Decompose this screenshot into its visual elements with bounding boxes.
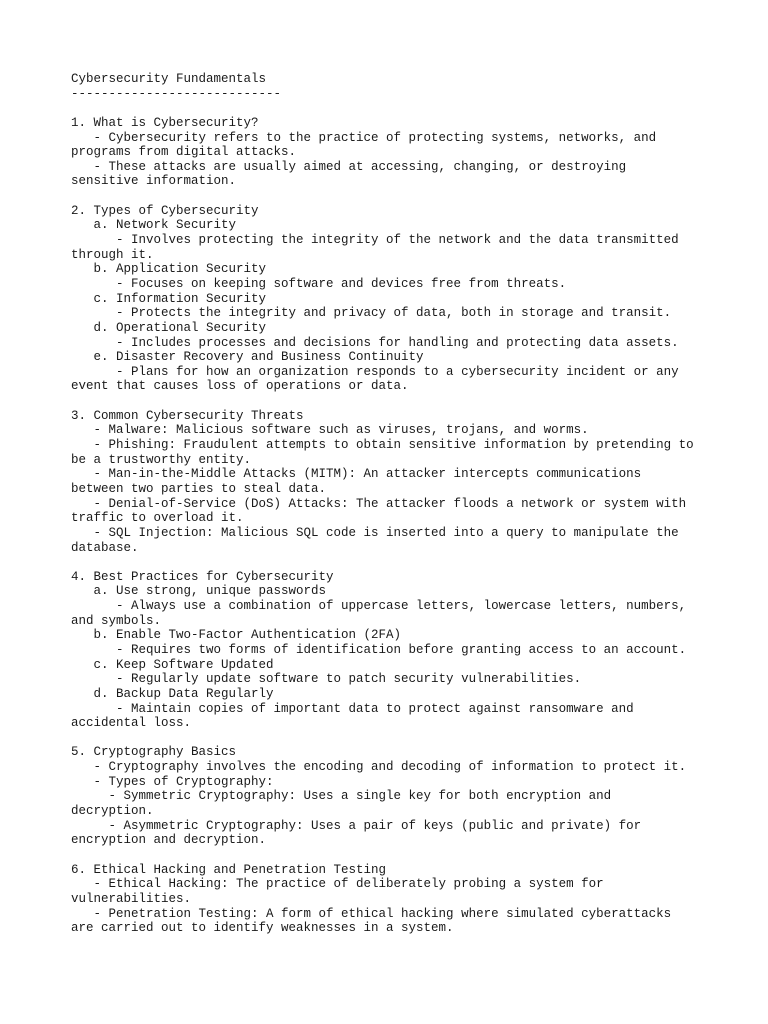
- section-line: - Involves protecting the integrity of the network and the data transmitted: [71, 233, 679, 248]
- section-line: c. Keep Software Updated: [71, 657, 274, 672]
- section-line: b. Application Security: [71, 262, 267, 277]
- section-line: - Always use a combination of uppercase letters, lowercase letters, numbers,: [71, 599, 687, 614]
- section-heading: 5. Cryptography Basics: [71, 745, 237, 760]
- section-line: - Asymmetric Cryptography: Uses a pair of keys (public and private) for: [71, 818, 642, 833]
- section-line: decryption.: [71, 804, 154, 819]
- section-line: be a trustworthy entity.: [71, 452, 252, 467]
- section-line: - Penetration Testing: A form of ethical hacking where simulated cyberattacks: [71, 906, 672, 921]
- sections: [71, 101, 694, 936]
- section: [71, 116, 694, 189]
- section-line: - Cybersecurity refers to the practice of protecting systems, networks, and: [71, 130, 657, 145]
- section-heading: 1. What is Cybersecurity?: [71, 115, 259, 130]
- section-line: - Ethical Hacking: The practice of deliberately probing a system for: [71, 877, 604, 892]
- blank-line: [71, 555, 694, 570]
- section-line: - These attacks are usually aimed at accessing, changing, or destroying: [71, 159, 627, 174]
- section-heading: 6. Ethical Hacking and Penetration Testing: [71, 862, 387, 877]
- section-line: - Regularly update software to patch security vulnerabilities.: [71, 672, 582, 687]
- section-line: event that causes loss of operations or data.: [71, 379, 409, 394]
- section-line: - SQL Injection: Malicious SQL code is inserted into a query to manipulate the: [71, 525, 679, 540]
- section-line: - Phishing: Fraudulent attempts to obtain sensitive information by pretending to: [71, 438, 694, 453]
- section-line: - Symmetric Cryptography: Uses a single key for both encryption and: [71, 789, 612, 804]
- section-line: - Types of Cryptography:: [71, 774, 274, 789]
- section-line: accidental loss.: [71, 716, 192, 731]
- section-line: - Protects the integrity and privacy of data, both in storage and transit.: [71, 306, 672, 321]
- section-heading: 4. Best Practices for Cybersecurity: [71, 569, 334, 584]
- section-line: traffic to overload it.: [71, 511, 244, 526]
- section-line: between two parties to steal data.: [71, 481, 327, 496]
- section-line: programs from digital attacks.: [71, 145, 297, 160]
- section: [71, 409, 694, 555]
- section-line: vulnerabilities.: [71, 891, 192, 906]
- section-line: b. Enable Two-Factor Authentication (2FA): [71, 628, 402, 643]
- section-line: - Maintain copies of important data to protect against ransomware and: [71, 701, 634, 716]
- section-line: - Includes processes and decisions for handling and protecting data assets.: [71, 335, 679, 350]
- section: [71, 204, 694, 394]
- section-line: - Cryptography involves the encoding and decoding of information to protect it.: [71, 760, 687, 775]
- section-heading: 2. Types of Cybersecurity: [71, 203, 259, 218]
- section-line: are carried out to identify weaknesses in a system.: [71, 921, 454, 936]
- section: [71, 745, 694, 847]
- section-line: - Plans for how an organization responds to a cybersecurity incident or any: [71, 364, 679, 379]
- section-line: c. Information Security: [71, 291, 267, 306]
- section-line: - Focuses on keeping software and devices free from threats.: [71, 276, 567, 291]
- document-title: Cybersecurity Fundamentals: [71, 72, 267, 86]
- section-line: - Man-in-the-Middle Attacks (MITM): An attacker intercepts communications: [71, 467, 642, 482]
- section-line: d. Backup Data Regularly: [71, 686, 274, 701]
- section-line: d. Operational Security: [71, 320, 267, 335]
- blank-line: [71, 848, 694, 863]
- blank-line: [71, 101, 694, 116]
- section-line: and symbols.: [71, 613, 162, 628]
- section-line: sensitive information.: [71, 174, 237, 189]
- blank-line: [71, 394, 694, 409]
- section-line: a. Network Security: [71, 218, 237, 233]
- section: [71, 863, 694, 936]
- section: [71, 570, 694, 731]
- section-line: e. Disaster Recovery and Business Continuity: [71, 350, 424, 365]
- blank-line: [71, 189, 694, 204]
- section-line: - Malware: Malicious software such as viruses, trojans, and worms.: [71, 423, 589, 438]
- blank-line: [71, 731, 694, 746]
- section-line: database.: [71, 540, 139, 555]
- section-heading: 3. Common Cybersecurity Threats: [71, 408, 304, 423]
- section-line: - Requires two forms of identification before granting access to an account.: [71, 642, 687, 657]
- section-line: a. Use strong, unique passwords: [71, 584, 327, 599]
- section-line: encryption and decryption.: [71, 833, 267, 848]
- title-underline: ----------------------------: [71, 86, 282, 101]
- section-line: through it.: [71, 247, 154, 262]
- document-body: [71, 72, 694, 936]
- section-line: - Denial-of-Service (DoS) Attacks: The attacker floods a network or system with: [71, 496, 687, 511]
